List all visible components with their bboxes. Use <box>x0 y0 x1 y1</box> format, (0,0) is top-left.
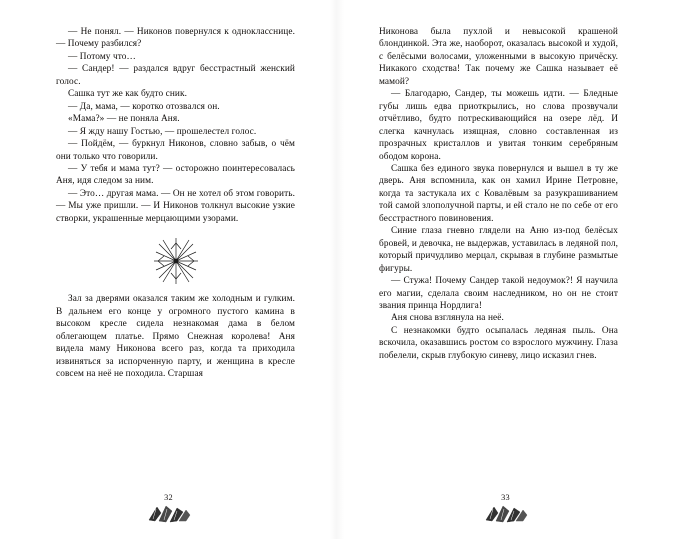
page-number: 33 <box>501 493 510 502</box>
paragraph: — Стужа! Почему Сандер такой недоумок?! Я научила его магии, сделала своим наследником, но он не стоит звания принца Нордлига! <box>379 276 618 311</box>
paragraph: — Это… другая мама. — Он не хотел об этом говорить. — Мы уже пришли. — И Никонов толкнул высокие узкие створки, украшенные мерцающими узорами. <box>56 188 295 224</box>
ice-shard-ornament-icon <box>145 503 193 523</box>
paragraph: С незнакомки будто осыпалась ледяная пыль. Она вскочила, оказавшись ростом со взрослого мужчину. Глаза побелели, скрыв глубокую синеву, лицо исказил гнев. <box>379 325 618 361</box>
paragraph: — Потому что… <box>68 51 136 62</box>
paragraph: — У тебя и мама тут? — осторожно поинтересовалась Аня, идя следом за ним. <box>56 163 295 187</box>
paragraph: — Не понял. — Никонов повернулся к однокласснице. — Почему разбился? <box>56 27 295 50</box>
paragraph: Синие глаза гневно глядели на Аню из-под белёсых бровей, и девочка, не выдержав, уставилась в ледяной пол, который причудливо мерцал, скрывая в глубине размытые фигуры. <box>379 226 618 274</box>
paragraph: «Мама?» — не поняла Аня. <box>68 114 180 125</box>
paragraph: Зал за дверями оказался таким же холодным и гулким. В дальнем его конце у огромного пустого камина в высоком кресле сидела незнакомая дама в белом облегающем платье. Прямо Снежная королева! Аня видела маму Никонова всего раз, когда та приходила извиняться за испорченную парту, и женщина в кресле совсем на неё не походила. Старшая <box>56 294 295 379</box>
paragraph: Сашка тут же как будто сник. <box>68 89 187 100</box>
left-page-body-text <box>56 26 295 225</box>
paragraph: Аня снова взглянула на неё. <box>391 313 504 324</box>
paragraph: Сашка без единого звука повернулся и вышел в ту же дверь. Аня вспомнила, как он хамил Ирине Петровне, когда та застукала их с Ковалёвым за разукрашиванием той самой злополучной парты, и ей стало не по себе от его бесстрастного повиновения. <box>379 163 618 224</box>
right-page <box>337 0 674 539</box>
right-page-folio <box>337 493 674 523</box>
paragraph: — Да, мама, — коротко отозвался он. <box>68 101 220 112</box>
right-page-body-text <box>379 26 618 362</box>
paragraph: — Пойдём, — буркнул Никонов, словно забыв, о чём они только что говорили. <box>56 139 295 162</box>
paragraph: — Сандер! — раздался вдруг бесстрастный женский голос. <box>56 64 295 87</box>
left-page-body-text-after-ornament <box>56 293 295 380</box>
left-page-folio <box>0 493 337 523</box>
snowflake-ornament-icon <box>56 233 295 289</box>
page-number: 32 <box>164 493 173 502</box>
paragraph: — Я жду нашу Гостью, — прошелестел голос. <box>68 126 257 137</box>
paragraph: Никонова была пухлой и невысокой крашеной блондинкой. Эта же, наоборот, оказалась высокой и худой, с белёсыми волосами, уложенными в высокую причёску. Никакого сходства! Так почему же Сашка называет её мамой? <box>379 27 618 87</box>
paragraph: — Благодарю, Сандер, ты можешь идти. — Бледные губы лишь едва приоткрылись, но слова прозвучали отчётливо, будто потрескивающийся на озере лёд. И слегка качнулась изящная, словно составленная из прозрачных кристаллов и увитая тонким серебряным ободом корона. <box>379 89 618 162</box>
ice-shard-ornament-icon <box>482 503 530 523</box>
